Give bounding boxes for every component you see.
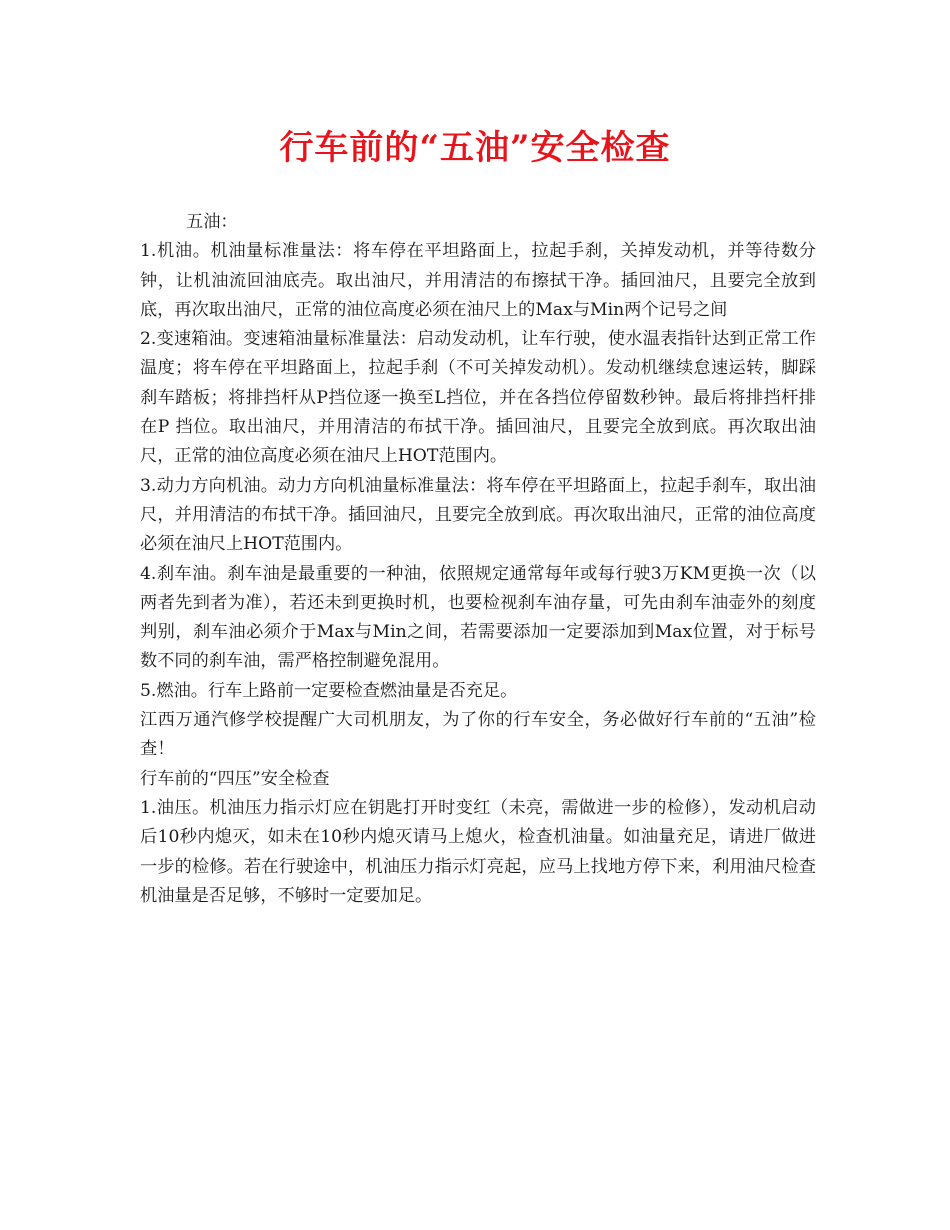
section-heading-four-pressures: 行车前的“四压”安全检查 (140, 768, 330, 789)
document-title: 行车前的“五油”安全检查 (279, 128, 671, 168)
paragraph-fuel: 5.燃油。行车上路前一定要检查燃油量是否充足。 (140, 680, 518, 701)
paragraph-brake-fluid: 4.刹车油。刹车油是最重要的一种油，依照规定通常每年或每行驶3万KM更换一次（以两者先到者为准），若还未到更换时机，也要检视刹车油存量，可先由刹车油壶外的刻度判别，刹车油必须介于Max与Min之间，若需要添加一定要添加到Max位置，对于标号数不同的刹车油，需严格控制避免混用。 (140, 563, 816, 672)
paragraph-reminder: 江西万通汽修学校提醒广大司机朋友，为了你的行车安全，务必做好行车前的“五油”检查！ (140, 710, 816, 760)
document-body (140, 208, 816, 911)
paragraph-power-steering-oil: 3.动力方向机油。动力方向机油量标准量法：将车停在平坦路面上，拉起手刹车，取出油尺，并用清洁的布拭干净。插回油尺，且要完全放到底。再次取出油尺，正常的油位高度必须在油尺上HOT范围内。 (140, 475, 816, 555)
paragraph-oil-pressure: 1.油压。机油压力指示灯应在钥匙打开时变红（未亮，需做进一步的检修），发动机启动后10秒内熄灭，如未在10秒内熄灭请马上熄火，检查机油量。如油量充足，请进厂做进一步的检修。若在行驶途中，机油压力指示灯亮起，应马上找地方停下来，利用油尺检查机油量是否足够，不够时一定要加足。 (140, 797, 816, 906)
paragraph-engine-oil: 1.机油。机油量标准量法：将车停在平坦路面上，拉起手刹，关掉发动机，并等待数分钟，让机油流回油底壳。取出油尺，并用清洁的布擦拭干净。插回油尺，且要完全放到底，再次取出油尺，正常的油位高度必须在油尺上的Max与Min两个记号之间 (140, 241, 816, 320)
section-heading-five-oils: 五油： (186, 212, 238, 232)
paragraph-transmission-oil: 2.变速箱油。变速箱油量标准量法：启动发动机，让车行驶，使水温表指针达到正常工作温度；将车停在平坦路面上，拉起手刹（不可关掉发动机）。发动机继续怠速运转，脚踩刹车踏板；将排挡杆从P挡位逐一换至L挡位，并在各挡位停留数秒钟。最后将排挡杆排在P 挡位。取出油尺，并用清洁的布拭干净。插回油尺，且要完全放到底。再次取出油尺，正常的油位高度必须在油尺上HOT范围内。 (140, 329, 816, 467)
